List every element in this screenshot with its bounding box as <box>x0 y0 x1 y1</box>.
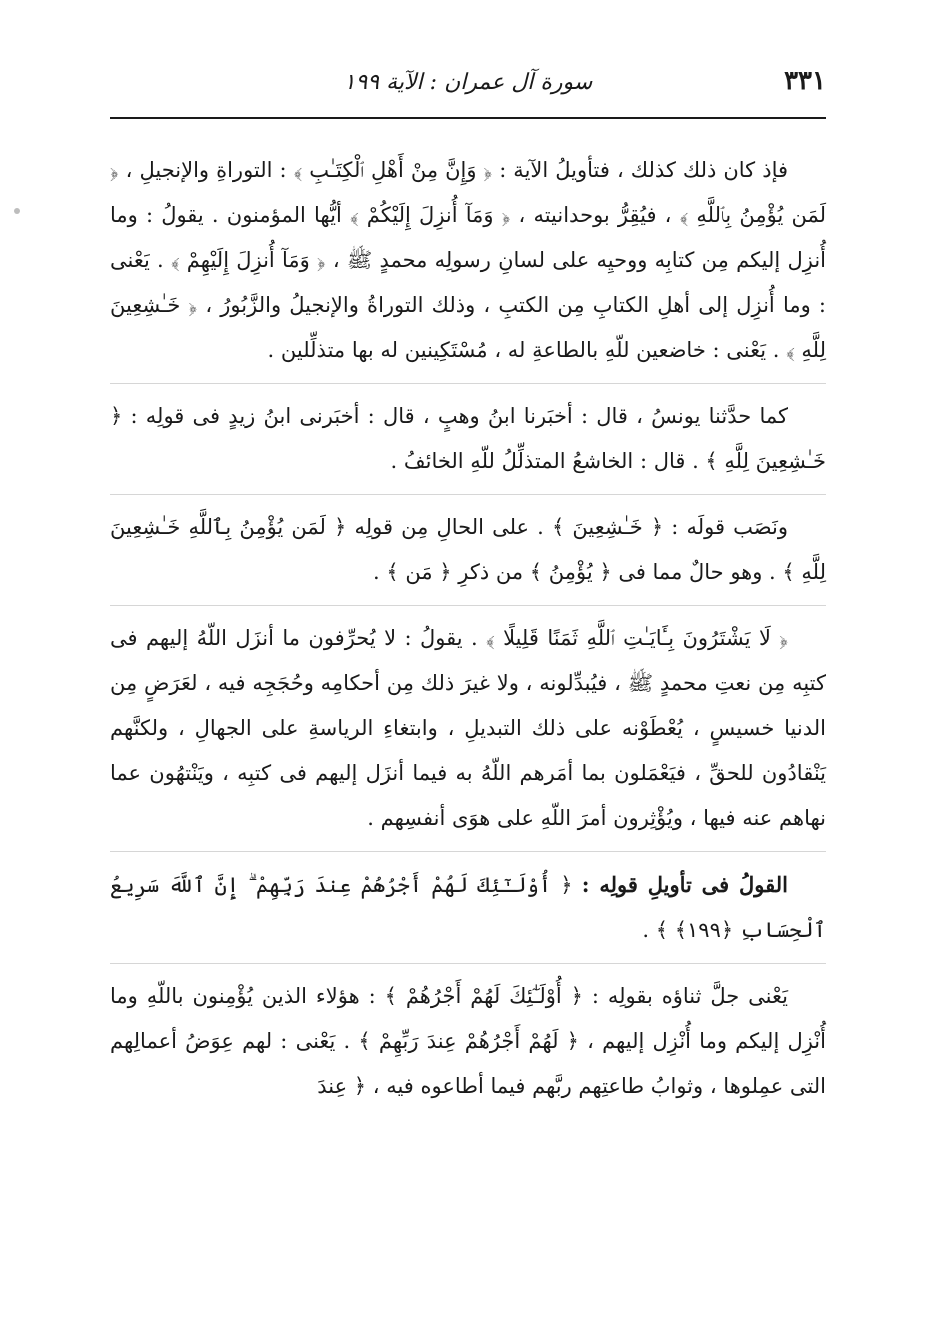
paragraph-grammar: ونَصَب قولَه : ﴿ خَـٰشِعِينَ ﴾ . على الحالِ مِن قولِه ﴿ لَمَن يُؤْمِنُ بِٱللَّهِ خَـٰشِعِينَ لِلَّهِ ﴾ . وهو حالٌ مما فى ﴿ يُؤْمِنُ ﴾ من ذكرِ ﴿ مَن ﴾ . <box>110 494 826 595</box>
page-number: ٣٣١ <box>784 66 826 96</box>
running-title: سورة آل عمران : الآية ١٩٩ <box>343 70 593 95</box>
header-rule <box>110 117 826 119</box>
heading-verse: ﴿ أُوْلَـٰٓئِكَ لَهُمْ أَجْرُهُمْ عِندَ رَبِّهِمْ ۗ إِنَّ ٱللَّهَ سَرِيعُ ٱلْحِسَابِ ﴿١٩٩﴾ ﴾ . <box>110 873 826 942</box>
heading-label: القولُ فى تأويلِ قولِه : <box>581 872 788 897</box>
paragraph-tafsir-3: يَعْنى جلَّ ثناؤه بقولِه : ﴿ أُوْلَـٰٓئِكَ لَهُمْ أَجْرُهُمْ ﴾ : هؤلاء الذين يُؤْمِنون باللّهِ وما أُنْزِل إليكم وما أُنْزِل إليهم ، ﴿ لَهُمْ أَجْرُهُمْ عِندَ رَبِّهِمْ ﴾ . يَعْنى : لهم عِوَضُ أعمالِهم التى عمِلوها ، وثوابُ طاعتِهم ربَّهم فيما أطاعوه فيه ، ﴿ عِندَ <box>110 963 826 1109</box>
paragraph-hadith: كما حدَّثنا يونسُ ، قال : أخبَرنا ابنُ وهبٍ ، قال : أخبَرنى ابنُ زيدٍ فى قولِه : ﴿ خَـٰشِعِينَ لِلَّهِ ﴾ . قال : الخاشعُ المتذلِّلُ للّهِ الخائفُ . <box>110 383 826 484</box>
paragraph-tafsir-2: ﴿ لَا يَشْتَرُونَ بِـَٔايَـٰتِ ٱللَّهِ ثَمَنًا قَلِيلًا ﴾ . يقولُ : لا يُحرِّفون ما أنزَل اللّهُ إليهم فى كتبِه مِن نعتِ محمدٍ ﷺ ، فيُبدِّلونه ، ولا غيرَ ذلك مِن أحكامِه وحُجَجِه فيه ، لعَرَضٍ مِن الدنيا خسيسٍ ، يُعْطَوْنه على ذلك التبديلِ ، وابتغاءِ الرياسةِ على الجهالِ ، ولكنَّهم يَنْقادُون للحقِّ ، فيَعْمَلون بما أمَرهم اللّهُ به فيما أنزَل إليهم فى كتبِه ، ويَنْتهُون عما نهاهم عنه فيها ، ويُؤْثِرون أمرَ اللّهِ على هوَى أنفسِهم . <box>110 605 826 841</box>
page-header <box>110 62 826 114</box>
page-body <box>110 148 826 1109</box>
margin-speck <box>14 208 20 214</box>
paragraph-tafsir-1: فإذ كان ذلك كذلك ، فتأويلُ الآية : ﴿ وَإِنَّ مِنْ أَهْلِ ٱلْكِتَـٰبِ ﴾ : التوراةِ والإنجيلِ ، ﴿ لَمَن يُؤْمِنُ بِٱللَّهِ ﴾ ، فيُقِرُّ بوحدانيته ، ﴿ وَمَآ أُنزِلَ إِلَيْكُمْ ﴾ أيُّها المؤمنون . يقولُ : وما أُنزِل إليكم مِن كتابِه ووحيِه على لسانِ رسولِه محمدٍ ﷺ ، ﴿ وَمَآ أُنزِلَ إِلَيْهِمْ ﴾ . يَعْنى : وما أُنزِل إلى أهلِ الكتابِ مِن الكتبِ ، وذلك التوراةُ والإنجيلُ والزَّبُورُ ، ﴿ خَـٰشِعِينَ لِلَّهِ ﴾ . يَعْنى : خاضعين للّهِ بالطاعةِ له ، مُسْتَكِينين له بها متذلِّلين . <box>110 158 826 362</box>
section-heading <box>110 851 826 953</box>
